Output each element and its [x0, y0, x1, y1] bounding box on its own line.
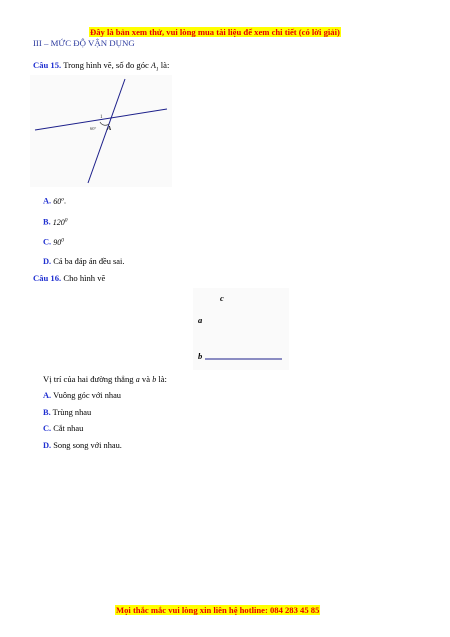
line-a-symbol: a — [135, 375, 140, 384]
option-d: D. Cả ba đáp án đều sai. — [43, 257, 125, 266]
question-text: Trong hình vẽ, số đo góc — [63, 60, 149, 70]
option-d: D. Song song với nhau. — [43, 441, 122, 450]
option-c-value: $90^0$ — [53, 237, 64, 247]
angle-mark-label: 1 — [100, 115, 103, 120]
question-15 — [33, 60, 169, 73]
option-c: C. Cắt nhau — [43, 424, 84, 433]
question-16 — [33, 273, 105, 283]
option-a-value: 60$^o$ — [53, 196, 64, 206]
label-a: a — [198, 315, 203, 325]
figure-two-lines — [193, 288, 289, 370]
question-label: Câu 16. — [33, 273, 62, 283]
angle-symbol: $A_1$ — [150, 61, 159, 73]
option-a: A. 60$^o$. — [43, 196, 66, 206]
option-b: B. $120^0$ — [43, 217, 68, 227]
section-title: III – MỨC ĐỘ VẬN DỤNG — [33, 38, 135, 48]
point-a-label: A — [107, 125, 112, 132]
question-text-end: là: — [160, 60, 170, 70]
option-c: C. $90^0$ — [43, 237, 64, 247]
label-b: b — [198, 351, 203, 361]
label-c: c — [220, 293, 224, 303]
option-b-value: $120^0$ — [52, 217, 68, 227]
preview-banner: Đây là bản xem thử, vui lòng mua tài liệu để xem chi tiết (có lời giải) — [90, 27, 340, 37]
option-b: B. Trùng nhau — [43, 408, 92, 417]
option-a: A. Vuông góc với nhau — [43, 391, 121, 400]
question-label: Câu 15. — [33, 60, 62, 70]
question-text: Cho hình vẽ — [63, 273, 106, 283]
question-16-prompt: Vị trí của hai đường thẳng a và b là: — [43, 374, 167, 384]
footer-hotline: Mọi thắc mắc vui lòng xin liên hệ hotline: 084 283 45 85 — [116, 605, 320, 615]
figure-intersecting-lines — [30, 75, 172, 187]
angle-value-label: 60° — [90, 126, 97, 131]
line-b-symbol: b — [152, 375, 157, 384]
